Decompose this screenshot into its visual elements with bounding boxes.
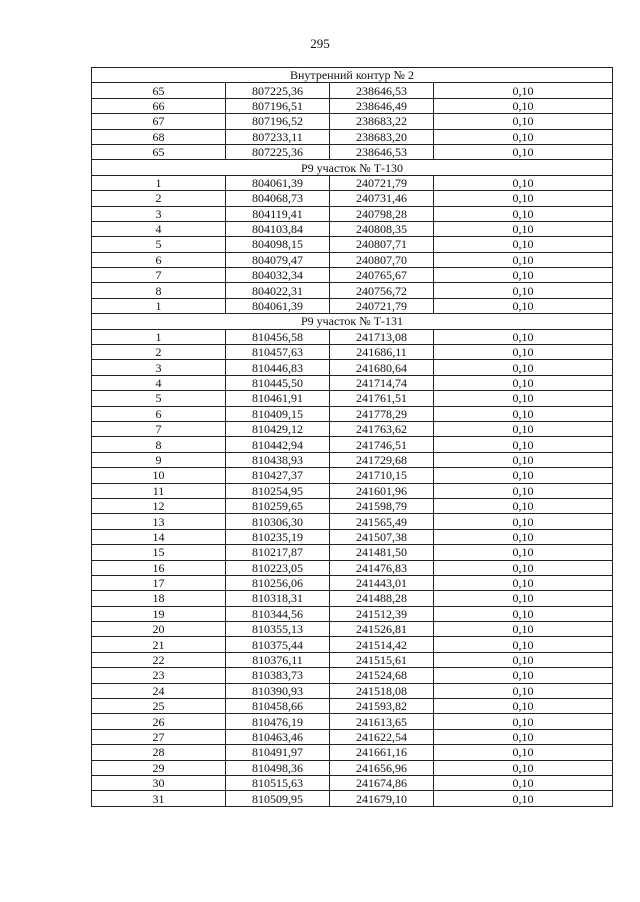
point-number-cell: 5: [92, 391, 226, 406]
accuracy-cell: 0,10: [434, 668, 613, 683]
accuracy-cell: 0,10: [434, 360, 613, 375]
point-number-cell: 8: [92, 283, 226, 298]
point-number-cell: 4: [92, 221, 226, 236]
x-coordinate-cell: 807225,36: [226, 83, 330, 98]
point-number-cell: 67: [92, 114, 226, 129]
accuracy-cell: 0,10: [434, 745, 613, 760]
point-number-cell: 15: [92, 545, 226, 560]
x-coordinate-cell: 807196,51: [226, 98, 330, 113]
point-number-cell: 27: [92, 729, 226, 744]
x-coordinate-cell: 804098,15: [226, 237, 330, 252]
accuracy-cell: 0,10: [434, 699, 613, 714]
point-number-cell: 1: [92, 175, 226, 190]
table-row: [92, 545, 613, 560]
point-number-cell: 23: [92, 668, 226, 683]
point-number-cell: 25: [92, 699, 226, 714]
table-row: [92, 591, 613, 606]
y-coordinate-cell: 241514,42: [330, 637, 434, 652]
section-header-row: [92, 314, 613, 329]
y-coordinate-cell: 241476,83: [330, 560, 434, 575]
accuracy-cell: 0,10: [434, 652, 613, 667]
x-coordinate-cell: 810256,06: [226, 575, 330, 590]
x-coordinate-cell: 810427,37: [226, 468, 330, 483]
table-row: [92, 714, 613, 729]
y-coordinate-cell: 241515,61: [330, 652, 434, 667]
y-coordinate-cell: 238646,49: [330, 98, 434, 113]
x-coordinate-cell: 810458,66: [226, 699, 330, 714]
table-row: [92, 237, 613, 252]
accuracy-cell: 0,10: [434, 114, 613, 129]
table-row: [92, 360, 613, 375]
accuracy-cell: 0,10: [434, 729, 613, 744]
point-number-cell: 3: [92, 206, 226, 221]
accuracy-cell: 0,10: [434, 144, 613, 159]
point-number-cell: 31: [92, 791, 226, 806]
y-coordinate-cell: 241674,86: [330, 775, 434, 790]
x-coordinate-cell: 810438,93: [226, 452, 330, 467]
table-row: [92, 760, 613, 775]
table-row: [92, 406, 613, 421]
table-row: [92, 637, 613, 652]
point-number-cell: 66: [92, 98, 226, 113]
y-coordinate-cell: 241507,38: [330, 529, 434, 544]
table-row: [92, 514, 613, 529]
accuracy-cell: 0,10: [434, 237, 613, 252]
table-row: [92, 452, 613, 467]
table-row: [92, 345, 613, 360]
point-number-cell: 13: [92, 514, 226, 529]
table-row: [92, 283, 613, 298]
y-coordinate-cell: 241714,74: [330, 375, 434, 390]
table-row: [92, 606, 613, 621]
y-coordinate-cell: 241729,68: [330, 452, 434, 467]
table-row: [92, 421, 613, 436]
x-coordinate-cell: 810355,13: [226, 622, 330, 637]
coordinates-table: [91, 67, 613, 807]
y-coordinate-cell: 238646,53: [330, 144, 434, 159]
x-coordinate-cell: 810456,58: [226, 329, 330, 344]
table-row: [92, 622, 613, 637]
y-coordinate-cell: 241763,62: [330, 421, 434, 436]
x-coordinate-cell: 810498,36: [226, 760, 330, 775]
accuracy-cell: 0,10: [434, 529, 613, 544]
point-number-cell: 1: [92, 298, 226, 313]
x-coordinate-cell: 810476,19: [226, 714, 330, 729]
point-number-cell: 21: [92, 637, 226, 652]
point-number-cell: 14: [92, 529, 226, 544]
section-title: Р9 участок № Т-130: [92, 160, 613, 175]
accuracy-cell: 0,10: [434, 421, 613, 436]
y-coordinate-cell: 241680,64: [330, 360, 434, 375]
accuracy-cell: 0,10: [434, 206, 613, 221]
y-coordinate-cell: 240807,70: [330, 252, 434, 267]
x-coordinate-cell: 804022,31: [226, 283, 330, 298]
point-number-cell: 8: [92, 437, 226, 452]
accuracy-cell: 0,10: [434, 391, 613, 406]
y-coordinate-cell: 241598,79: [330, 498, 434, 513]
y-coordinate-cell: 241710,15: [330, 468, 434, 483]
accuracy-cell: 0,10: [434, 329, 613, 344]
x-coordinate-cell: 810344,56: [226, 606, 330, 621]
point-number-cell: 11: [92, 483, 226, 498]
point-number-cell: 26: [92, 714, 226, 729]
table-row: [92, 468, 613, 483]
accuracy-cell: 0,10: [434, 83, 613, 98]
point-number-cell: 65: [92, 144, 226, 159]
y-coordinate-cell: 241713,08: [330, 329, 434, 344]
section-header-row: [92, 160, 613, 175]
point-number-cell: 24: [92, 683, 226, 698]
point-number-cell: 7: [92, 268, 226, 283]
point-number-cell: 12: [92, 498, 226, 513]
point-number-cell: 28: [92, 745, 226, 760]
y-coordinate-cell: 241443,01: [330, 575, 434, 590]
accuracy-cell: 0,10: [434, 345, 613, 360]
accuracy-cell: 0,10: [434, 560, 613, 575]
y-coordinate-cell: 238683,22: [330, 114, 434, 129]
y-coordinate-cell: 238646,53: [330, 83, 434, 98]
table-row: [92, 221, 613, 236]
x-coordinate-cell: 810254,95: [226, 483, 330, 498]
accuracy-cell: 0,10: [434, 221, 613, 236]
x-coordinate-cell: 804119,41: [226, 206, 330, 221]
point-number-cell: 30: [92, 775, 226, 790]
y-coordinate-cell: 240808,35: [330, 221, 434, 236]
accuracy-cell: 0,10: [434, 775, 613, 790]
point-number-cell: 6: [92, 252, 226, 267]
point-number-cell: 4: [92, 375, 226, 390]
table-row: [92, 560, 613, 575]
x-coordinate-cell: 810463,46: [226, 729, 330, 744]
accuracy-cell: 0,10: [434, 714, 613, 729]
table-row: [92, 129, 613, 144]
table-row: [92, 83, 613, 98]
y-coordinate-cell: 241481,50: [330, 545, 434, 560]
accuracy-cell: 0,10: [434, 637, 613, 652]
x-coordinate-cell: 804032,34: [226, 268, 330, 283]
y-coordinate-cell: 240807,71: [330, 237, 434, 252]
point-number-cell: 22: [92, 652, 226, 667]
x-coordinate-cell: 810515,63: [226, 775, 330, 790]
table-row: [92, 745, 613, 760]
x-coordinate-cell: 804068,73: [226, 191, 330, 206]
point-number-cell: 17: [92, 575, 226, 590]
accuracy-cell: 0,10: [434, 191, 613, 206]
point-number-cell: 2: [92, 345, 226, 360]
accuracy-cell: 0,10: [434, 406, 613, 421]
table-row: [92, 329, 613, 344]
point-number-cell: 29: [92, 760, 226, 775]
table-row: [92, 268, 613, 283]
table-row: [92, 699, 613, 714]
x-coordinate-cell: 810390,93: [226, 683, 330, 698]
table-row: [92, 191, 613, 206]
coordinates-table-body: [92, 68, 613, 807]
table-row: [92, 98, 613, 113]
x-coordinate-cell: 810217,87: [226, 545, 330, 560]
y-coordinate-cell: 241524,68: [330, 668, 434, 683]
x-coordinate-cell: 810375,44: [226, 637, 330, 652]
table-row: [92, 252, 613, 267]
accuracy-cell: 0,10: [434, 268, 613, 283]
y-coordinate-cell: 241778,29: [330, 406, 434, 421]
accuracy-cell: 0,10: [434, 283, 613, 298]
table-row: [92, 683, 613, 698]
point-number-cell: 68: [92, 129, 226, 144]
x-coordinate-cell: 810259,65: [226, 498, 330, 513]
accuracy-cell: 0,10: [434, 437, 613, 452]
point-number-cell: 6: [92, 406, 226, 421]
table-row: [92, 498, 613, 513]
accuracy-cell: 0,10: [434, 483, 613, 498]
y-coordinate-cell: 238683,20: [330, 129, 434, 144]
point-number-cell: 19: [92, 606, 226, 621]
table-row: [92, 298, 613, 313]
x-coordinate-cell: 810457,63: [226, 345, 330, 360]
point-number-cell: 5: [92, 237, 226, 252]
x-coordinate-cell: 810318,31: [226, 591, 330, 606]
y-coordinate-cell: 241601,96: [330, 483, 434, 498]
x-coordinate-cell: 810491,97: [226, 745, 330, 760]
section-title: Р9 участок № Т-131: [92, 314, 613, 329]
y-coordinate-cell: 241661,16: [330, 745, 434, 760]
accuracy-cell: 0,10: [434, 575, 613, 590]
table-row: [92, 575, 613, 590]
point-number-cell: 9: [92, 452, 226, 467]
point-number-cell: 18: [92, 591, 226, 606]
table-row: [92, 437, 613, 452]
table-row: [92, 375, 613, 390]
y-coordinate-cell: 241679,10: [330, 791, 434, 806]
x-coordinate-cell: 804103,84: [226, 221, 330, 236]
y-coordinate-cell: 241518,08: [330, 683, 434, 698]
x-coordinate-cell: 810446,83: [226, 360, 330, 375]
accuracy-cell: 0,10: [434, 545, 613, 560]
x-coordinate-cell: 807225,36: [226, 144, 330, 159]
x-coordinate-cell: 804079,47: [226, 252, 330, 267]
table-row: [92, 206, 613, 221]
accuracy-cell: 0,10: [434, 175, 613, 190]
accuracy-cell: 0,10: [434, 683, 613, 698]
y-coordinate-cell: 240798,28: [330, 206, 434, 221]
accuracy-cell: 0,10: [434, 791, 613, 806]
y-coordinate-cell: 241512,39: [330, 606, 434, 621]
table-row: [92, 144, 613, 159]
x-coordinate-cell: 804061,39: [226, 298, 330, 313]
y-coordinate-cell: 240756,72: [330, 283, 434, 298]
y-coordinate-cell: 240765,67: [330, 268, 434, 283]
x-coordinate-cell: 810235,19: [226, 529, 330, 544]
accuracy-cell: 0,10: [434, 298, 613, 313]
y-coordinate-cell: 241613,65: [330, 714, 434, 729]
accuracy-cell: 0,10: [434, 591, 613, 606]
accuracy-cell: 0,10: [434, 606, 613, 621]
point-number-cell: 16: [92, 560, 226, 575]
y-coordinate-cell: 241656,96: [330, 760, 434, 775]
table-row: [92, 729, 613, 744]
table-row: [92, 175, 613, 190]
point-number-cell: 7: [92, 421, 226, 436]
accuracy-cell: 0,10: [434, 375, 613, 390]
point-number-cell: 65: [92, 83, 226, 98]
x-coordinate-cell: 804061,39: [226, 175, 330, 190]
y-coordinate-cell: 241526,81: [330, 622, 434, 637]
x-coordinate-cell: 810442,94: [226, 437, 330, 452]
table-row: [92, 483, 613, 498]
table-row: [92, 775, 613, 790]
x-coordinate-cell: 807196,52: [226, 114, 330, 129]
y-coordinate-cell: 241565,49: [330, 514, 434, 529]
point-number-cell: 3: [92, 360, 226, 375]
table-row: [92, 652, 613, 667]
section-header-row: [92, 68, 613, 83]
x-coordinate-cell: 810383,73: [226, 668, 330, 683]
y-coordinate-cell: 241761,51: [330, 391, 434, 406]
y-coordinate-cell: 240721,79: [330, 175, 434, 190]
y-coordinate-cell: 241593,82: [330, 699, 434, 714]
point-number-cell: 1: [92, 329, 226, 344]
table-row: [92, 668, 613, 683]
accuracy-cell: 0,10: [434, 514, 613, 529]
accuracy-cell: 0,10: [434, 252, 613, 267]
page-number: 295: [310, 36, 330, 51]
table-row: [92, 114, 613, 129]
point-number-cell: 10: [92, 468, 226, 483]
accuracy-cell: 0,10: [434, 468, 613, 483]
y-coordinate-cell: 240721,79: [330, 298, 434, 313]
point-number-cell: 20: [92, 622, 226, 637]
accuracy-cell: 0,10: [434, 452, 613, 467]
accuracy-cell: 0,10: [434, 498, 613, 513]
y-coordinate-cell: 241622,54: [330, 729, 434, 744]
x-coordinate-cell: 810461,91: [226, 391, 330, 406]
accuracy-cell: 0,10: [434, 129, 613, 144]
x-coordinate-cell: 810429,12: [226, 421, 330, 436]
x-coordinate-cell: 807233,11: [226, 129, 330, 144]
y-coordinate-cell: 241746,51: [330, 437, 434, 452]
point-number-cell: 2: [92, 191, 226, 206]
y-coordinate-cell: 241686,11: [330, 345, 434, 360]
accuracy-cell: 0,10: [434, 622, 613, 637]
section-title: Внутренний контур № 2: [92, 68, 613, 83]
accuracy-cell: 0,10: [434, 98, 613, 113]
y-coordinate-cell: 240731,46: [330, 191, 434, 206]
x-coordinate-cell: 810376,11: [226, 652, 330, 667]
x-coordinate-cell: 810409,15: [226, 406, 330, 421]
table-row: [92, 529, 613, 544]
y-coordinate-cell: 241488,28: [330, 591, 434, 606]
x-coordinate-cell: 810445,50: [226, 375, 330, 390]
x-coordinate-cell: 810306,30: [226, 514, 330, 529]
table-row: [92, 391, 613, 406]
x-coordinate-cell: 810223,05: [226, 560, 330, 575]
x-coordinate-cell: 810509,95: [226, 791, 330, 806]
accuracy-cell: 0,10: [434, 760, 613, 775]
table-row: [92, 791, 613, 806]
